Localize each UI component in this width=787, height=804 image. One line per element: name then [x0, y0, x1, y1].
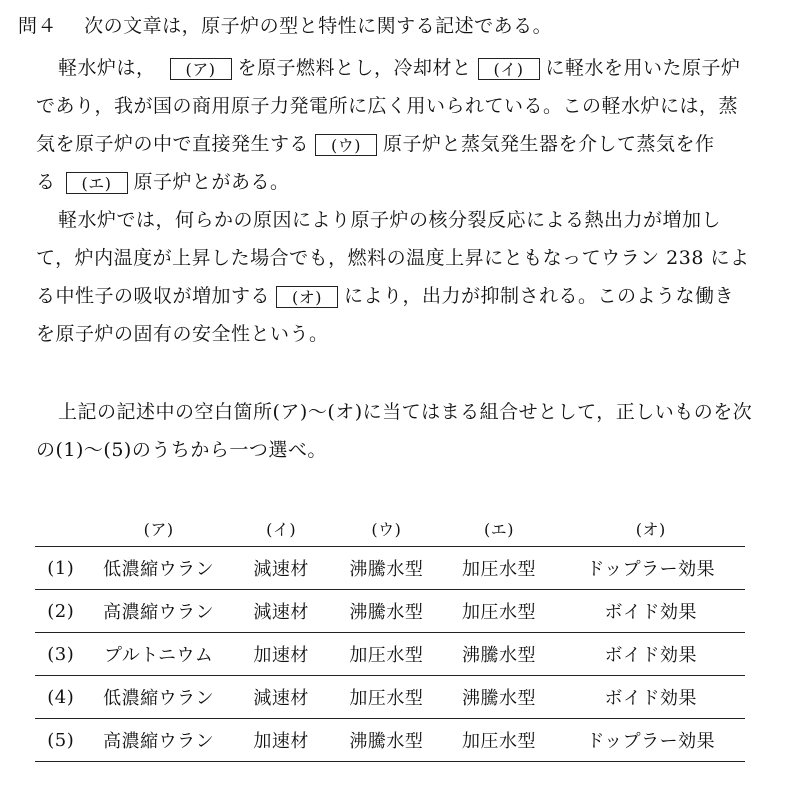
table-header-cell: (イ)	[266, 519, 297, 539]
table-cell: 高濃縮ウラン	[86, 719, 230, 762]
table-row	[35, 590, 745, 633]
table-cell: プルトニウム	[86, 633, 230, 676]
question-header	[18, 14, 552, 38]
table-cell: 加速材	[231, 719, 331, 762]
table-cell: (4)	[35, 676, 86, 719]
table-header-cell: (エ)	[484, 519, 515, 539]
text-span: に軽水を用いた原子炉	[545, 57, 741, 79]
text-span: 軽水炉は，	[58, 57, 156, 79]
table-cell: (2)	[35, 590, 86, 633]
para2-line4: を原子炉の固有の安全性という。	[36, 323, 329, 345]
table-cell: 高濃縮ウラン	[86, 590, 230, 633]
text-span: 原子炉とがある。	[133, 171, 290, 193]
blank-a: (ア)	[170, 58, 232, 80]
table-cell: ドップラー効果	[557, 547, 745, 590]
table-cell: 減速材	[231, 590, 331, 633]
answer-table	[35, 510, 745, 762]
blank-u: (ウ)	[315, 134, 377, 156]
table-cell: 加圧水型	[331, 676, 441, 719]
table-cell: ボイド効果	[557, 590, 745, 633]
table-row	[35, 676, 745, 719]
text-span: る中性子の吸収が増加する	[36, 285, 271, 307]
instruction-line1: 上記の記述中の空白箇所(ア)～(オ)に当てはまる組合せとして，正しいものを次	[58, 401, 753, 423]
text-span: 気を原子炉の中で直接発生する	[36, 133, 310, 155]
table-cell: 沸騰水型	[331, 719, 441, 762]
text-span: を原子燃料とし，冷却材と	[237, 57, 472, 79]
blank-i: (イ)	[478, 58, 540, 80]
table-cell: 加圧水型	[331, 633, 441, 676]
text-span: 原子炉と蒸気発生器を介して蒸気を作	[383, 133, 715, 155]
table-cell: 減速材	[231, 547, 331, 590]
para1-line4	[36, 170, 290, 194]
para1-line2: であり，我が国の商用原子力発電所に広く用いられている。この軽水炉には，蒸	[36, 95, 739, 117]
table-cell: ドップラー効果	[557, 719, 745, 762]
para1-line3	[36, 132, 715, 156]
para1-line1	[58, 56, 741, 80]
table-header-cell: (オ)	[635, 519, 666, 539]
table-cell: 低濃縮ウラン	[86, 676, 230, 719]
table-cell: 沸騰水型	[441, 676, 556, 719]
para2-line3	[36, 284, 734, 308]
table-row	[35, 547, 745, 590]
table-header-row	[35, 510, 745, 547]
table-cell: ボイド効果	[557, 633, 745, 676]
table-cell: 加圧水型	[441, 590, 556, 633]
table-row	[35, 633, 745, 676]
blank-e: (エ)	[66, 172, 128, 194]
para2-line1: 軽水炉では，何らかの原因により原子炉の核分裂反応による熱出力が増加し	[58, 209, 722, 231]
text-span: により，出力が抑制される。このような働き	[344, 285, 735, 307]
blank-o: (オ)	[276, 286, 338, 308]
table-cell: 加圧水型	[441, 547, 556, 590]
table-cell: 減速材	[231, 676, 331, 719]
instruction-line2: の(1)～(5)のうちから一つ選べ。	[36, 439, 327, 461]
question-intro: 次の文章は，原子炉の型と特性に関する記述である。	[84, 15, 553, 37]
table-cell: ボイド効果	[557, 676, 745, 719]
table-header-cell: (ア)	[143, 519, 174, 539]
table-cell: 加圧水型	[441, 719, 556, 762]
table-cell: (5)	[35, 719, 86, 762]
table-header-cell: (ウ)	[371, 519, 402, 539]
table-cell: 沸騰水型	[441, 633, 556, 676]
table-header-cell	[35, 510, 86, 547]
question-number: 問４	[18, 15, 58, 37]
table-cell: 加速材	[231, 633, 331, 676]
table-cell: (1)	[35, 547, 86, 590]
table-cell: (3)	[35, 633, 86, 676]
table-cell: 沸騰水型	[331, 590, 441, 633]
table-cell: 沸騰水型	[331, 547, 441, 590]
text-span: る	[36, 171, 56, 193]
para2-line2: て，炉内温度が上昇した場合でも，燃料の温度上昇にともなってウラン 238 によ	[36, 247, 750, 269]
table-cell: 低濃縮ウラン	[86, 547, 230, 590]
table-row	[35, 719, 745, 762]
